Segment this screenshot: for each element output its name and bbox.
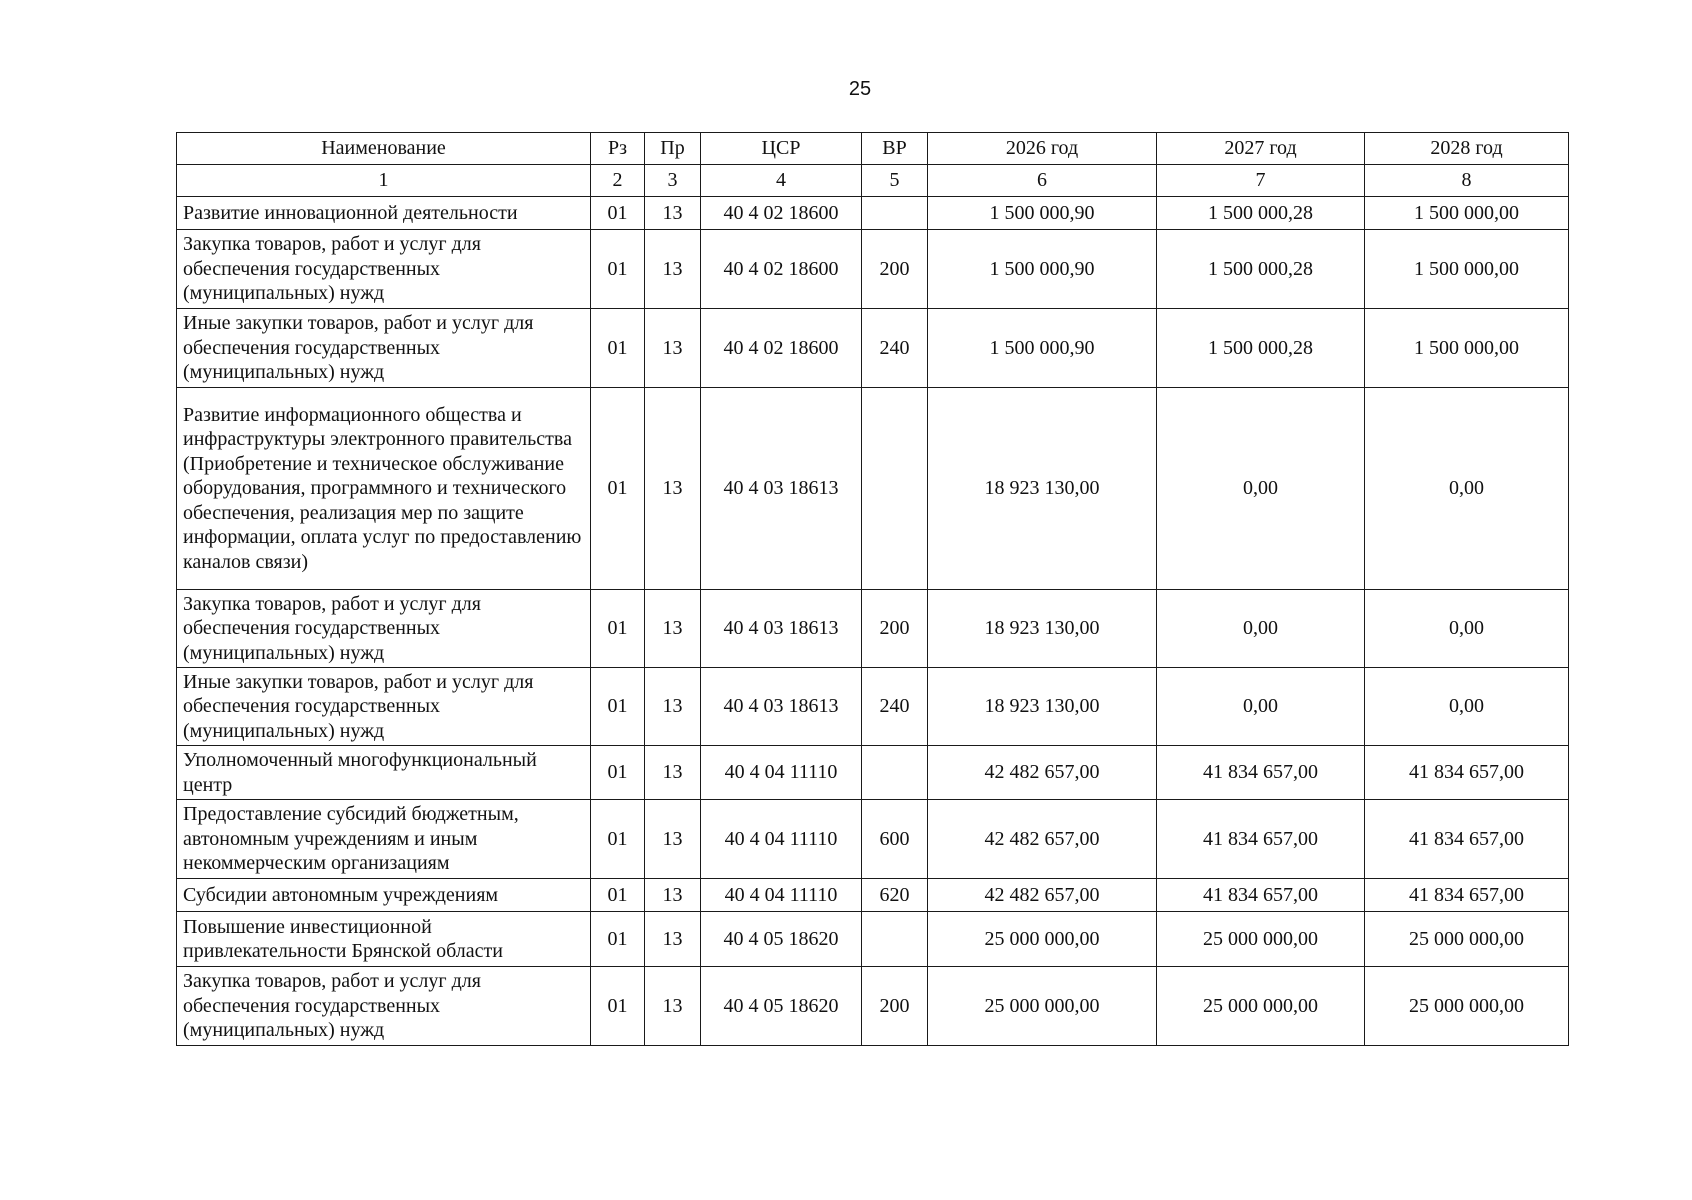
row-csr: 40 4 02 18600	[701, 230, 862, 309]
row-2028: 1 500 000,00	[1365, 230, 1569, 309]
table-row	[177, 800, 1569, 879]
row-csr: 40 4 02 18600	[701, 309, 862, 388]
row-2027: 0,00	[1157, 668, 1365, 746]
row-2026: 42 482 657,00	[928, 746, 1157, 800]
row-2026: 18 923 130,00	[928, 668, 1157, 746]
row-2027: 41 834 657,00	[1157, 800, 1365, 879]
row-2026: 1 500 000,90	[928, 309, 1157, 388]
row-rz: 01	[591, 967, 645, 1046]
row-name: Предоставление субсидий бюджетным, автономным учреждениям и иным некоммерческим организациям	[177, 800, 591, 879]
row-2027: 41 834 657,00	[1157, 746, 1365, 800]
row-csr: 40 4 04 11110	[701, 800, 862, 879]
row-2026: 18 923 130,00	[928, 388, 1157, 590]
row-csr: 40 4 03 18613	[701, 388, 862, 590]
table-row	[177, 590, 1569, 668]
row-2028: 0,00	[1365, 590, 1569, 668]
row-pr: 13	[645, 800, 701, 879]
column-number: 5	[862, 165, 928, 197]
column-number: 2	[591, 165, 645, 197]
row-name: Иные закупки товаров, работ и услуг для обеспечения государственных (муниципальных) нужд	[177, 668, 591, 746]
row-2027: 41 834 657,00	[1157, 879, 1365, 912]
row-csr: 40 4 04 11110	[701, 746, 862, 800]
row-pr: 13	[645, 668, 701, 746]
row-vr: 200	[862, 230, 928, 309]
row-rz: 01	[591, 800, 645, 879]
row-rz: 01	[591, 590, 645, 668]
row-vr: 600	[862, 800, 928, 879]
row-2026: 42 482 657,00	[928, 879, 1157, 912]
row-2027: 0,00	[1157, 388, 1365, 590]
row-2026: 25 000 000,00	[928, 912, 1157, 967]
row-name: Развитие информационного общества и инфраструктуры электронного правительства (Приобретение и техническое обслуживание оборудования, программного и технического обеспечения, реализация мер по защите информации, оплата услуг по предоставлению каналов связи)	[177, 388, 591, 590]
column-number: 3	[645, 165, 701, 197]
row-rz: 01	[591, 230, 645, 309]
row-pr: 13	[645, 388, 701, 590]
row-2028: 25 000 000,00	[1365, 967, 1569, 1046]
row-rz: 01	[591, 388, 645, 590]
row-2028: 41 834 657,00	[1365, 800, 1569, 879]
row-csr: 40 4 03 18613	[701, 590, 862, 668]
row-name: Иные закупки товаров, работ и услуг для обеспечения государственных (муниципальных) нужд	[177, 309, 591, 388]
row-vr: 620	[862, 879, 928, 912]
row-name: Повышение инвестиционной привлекательности Брянской области	[177, 912, 591, 967]
row-2026: 1 500 000,90	[928, 230, 1157, 309]
row-pr: 13	[645, 912, 701, 967]
row-pr: 13	[645, 197, 701, 230]
column-number: 4	[701, 165, 862, 197]
row-csr: 40 4 02 18600	[701, 197, 862, 230]
row-2026: 18 923 130,00	[928, 590, 1157, 668]
row-2028: 0,00	[1365, 388, 1569, 590]
row-2027: 0,00	[1157, 590, 1365, 668]
row-csr: 40 4 03 18613	[701, 668, 862, 746]
row-2028: 41 834 657,00	[1365, 879, 1569, 912]
column-header-csr: ЦСР	[701, 133, 862, 165]
row-pr: 13	[645, 230, 701, 309]
row-2026: 1 500 000,90	[928, 197, 1157, 230]
row-rz: 01	[591, 912, 645, 967]
row-2027: 25 000 000,00	[1157, 912, 1365, 967]
row-pr: 13	[645, 590, 701, 668]
row-vr	[862, 746, 928, 800]
column-number: 6	[928, 165, 1157, 197]
column-header-2028: 2028 год	[1365, 133, 1569, 165]
table-row	[177, 967, 1569, 1046]
row-csr: 40 4 05 18620	[701, 912, 862, 967]
column-number: 1	[177, 165, 591, 197]
row-2027: 1 500 000,28	[1157, 309, 1365, 388]
row-vr: 240	[862, 668, 928, 746]
row-rz: 01	[591, 668, 645, 746]
row-2027: 25 000 000,00	[1157, 967, 1365, 1046]
row-vr	[862, 197, 928, 230]
table-row	[177, 230, 1569, 309]
table-row	[177, 197, 1569, 230]
table-row	[177, 668, 1569, 746]
row-rz: 01	[591, 746, 645, 800]
row-2028: 41 834 657,00	[1365, 746, 1569, 800]
row-name: Закупка товаров, работ и услуг для обеспечения государственных (муниципальных) нужд	[177, 590, 591, 668]
row-2028: 0,00	[1365, 668, 1569, 746]
row-rz: 01	[591, 309, 645, 388]
row-2028: 1 500 000,00	[1365, 309, 1569, 388]
table-row	[177, 912, 1569, 967]
row-csr: 40 4 05 18620	[701, 967, 862, 1046]
row-2027: 1 500 000,28	[1157, 230, 1365, 309]
table-row	[177, 388, 1569, 590]
row-pr: 13	[645, 879, 701, 912]
row-vr	[862, 912, 928, 967]
row-vr: 240	[862, 309, 928, 388]
row-name: Субсидии автономным учреждениям	[177, 879, 591, 912]
budget-table	[176, 132, 1569, 1046]
row-name: Закупка товаров, работ и услуг для обеспечения государственных (муниципальных) нужд	[177, 230, 591, 309]
row-2026: 25 000 000,00	[928, 967, 1157, 1046]
row-vr: 200	[862, 590, 928, 668]
row-vr	[862, 388, 928, 590]
header-row	[177, 133, 1569, 165]
row-2028: 25 000 000,00	[1365, 912, 1569, 967]
table-row	[177, 309, 1569, 388]
row-rz: 01	[591, 879, 645, 912]
page-number: 25	[848, 78, 872, 100]
row-2026: 42 482 657,00	[928, 800, 1157, 879]
table-row	[177, 879, 1569, 912]
row-rz: 01	[591, 197, 645, 230]
column-number: 7	[1157, 165, 1365, 197]
row-pr: 13	[645, 967, 701, 1046]
row-name: Закупка товаров, работ и услуг для обеспечения государственных (муниципальных) нужд	[177, 967, 591, 1046]
column-header-name: Наименование	[177, 133, 591, 165]
column-header-pr: Пр	[645, 133, 701, 165]
row-name: Развитие инновационной деятельности	[177, 197, 591, 230]
row-2028: 1 500 000,00	[1365, 197, 1569, 230]
row-pr: 13	[645, 309, 701, 388]
row-vr: 200	[862, 967, 928, 1046]
column-number: 8	[1365, 165, 1569, 197]
column-header-rz: Рз	[591, 133, 645, 165]
row-name: Уполномоченный многофункциональный центр	[177, 746, 591, 800]
row-2027: 1 500 000,28	[1157, 197, 1365, 230]
row-pr: 13	[645, 746, 701, 800]
column-header-vr: ВР	[862, 133, 928, 165]
table-row	[177, 746, 1569, 800]
column-number-row	[177, 165, 1569, 197]
column-header-2026: 2026 год	[928, 133, 1157, 165]
row-csr: 40 4 04 11110	[701, 879, 862, 912]
column-header-2027: 2027 год	[1157, 133, 1365, 165]
